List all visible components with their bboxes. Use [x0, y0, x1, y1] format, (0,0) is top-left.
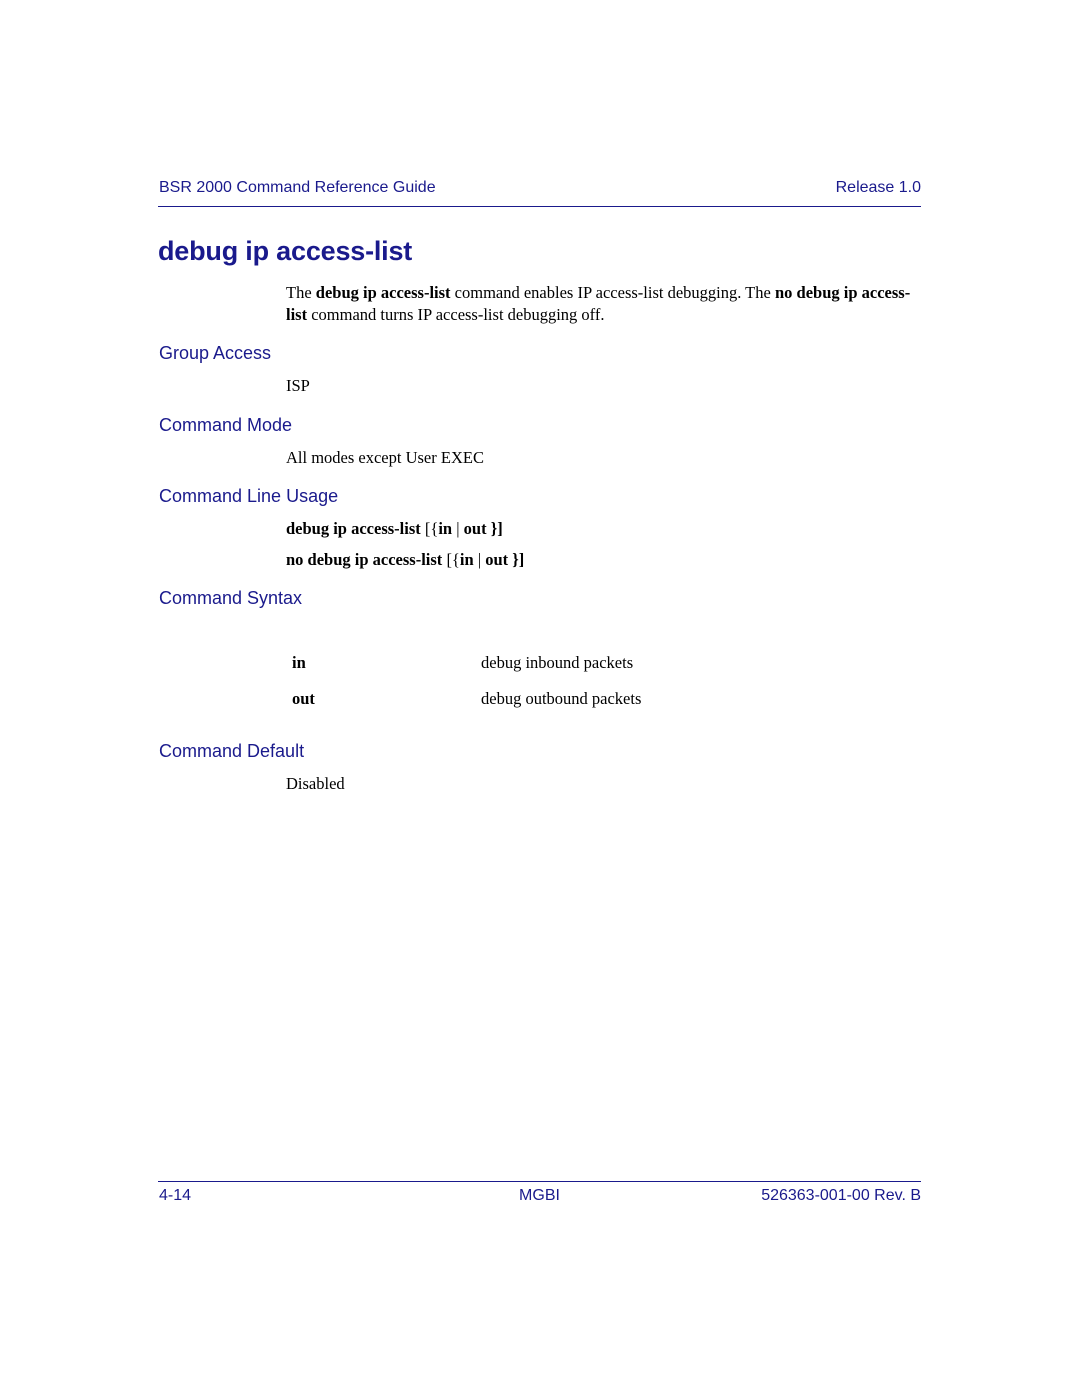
intro-command: debug ip access-list [315, 283, 451, 302]
command-syntax-heading: Command Syntax [159, 588, 303, 608]
group-access-heading: Group Access [159, 343, 272, 363]
footer-page-number: 4-14 [159, 1187, 192, 1204]
usage-sep: | [452, 519, 464, 538]
command-mode-value: All modes except User EXEC [286, 448, 484, 467]
usage-close: }] [508, 550, 525, 569]
usage-opt-out: out [463, 519, 487, 538]
intro-text-1: The [286, 283, 316, 302]
syntax-desc-in: debug inbound packets [481, 653, 634, 672]
usage-sep: | [473, 550, 486, 569]
group-access-value: ISP [286, 376, 310, 395]
syntax-term-in: in [292, 653, 306, 672]
page-header [158, 178, 921, 207]
command-mode-heading: Command Mode [159, 415, 293, 435]
usage-close: }] [486, 519, 503, 538]
usage-opt-out: out [485, 550, 509, 569]
syntax-term-out: out [292, 689, 315, 708]
usage-opt-in: in [438, 519, 453, 538]
usage-open: [{ [420, 519, 439, 538]
syntax-desc-out: debug outbound packets [481, 689, 642, 708]
usage-open: [{ [442, 550, 460, 569]
footer-company: MGBI [519, 1187, 560, 1204]
command-default-heading: Command Default [159, 741, 305, 761]
intro-text-2: command enables IP access-list debugging. The [450, 283, 775, 302]
command-default-value: Disabled [286, 774, 345, 793]
header-release: Release 1.0 [835, 179, 921, 196]
usage-line-debug [286, 519, 503, 539]
usage-line-no-debug [286, 550, 524, 570]
page-footer [158, 1181, 921, 1208]
header-guide-title: BSR 2000 Command Reference Guide [159, 179, 436, 196]
usage-cmd: debug ip access-list [286, 519, 421, 538]
command-line-usage-heading: Command Line Usage [159, 486, 339, 506]
usage-cmd: no debug ip access-list [286, 550, 443, 569]
command-title: debug ip access-list [158, 236, 413, 266]
command-description [286, 282, 916, 326]
intro-text-3: command turns IP access-list debugging off. [307, 305, 605, 324]
usage-opt-in: in [459, 550, 474, 569]
footer-doc-number: 526363-001-00 Rev. B [761, 1187, 921, 1204]
intro-no-command: no debug ip access-list [286, 283, 911, 324]
